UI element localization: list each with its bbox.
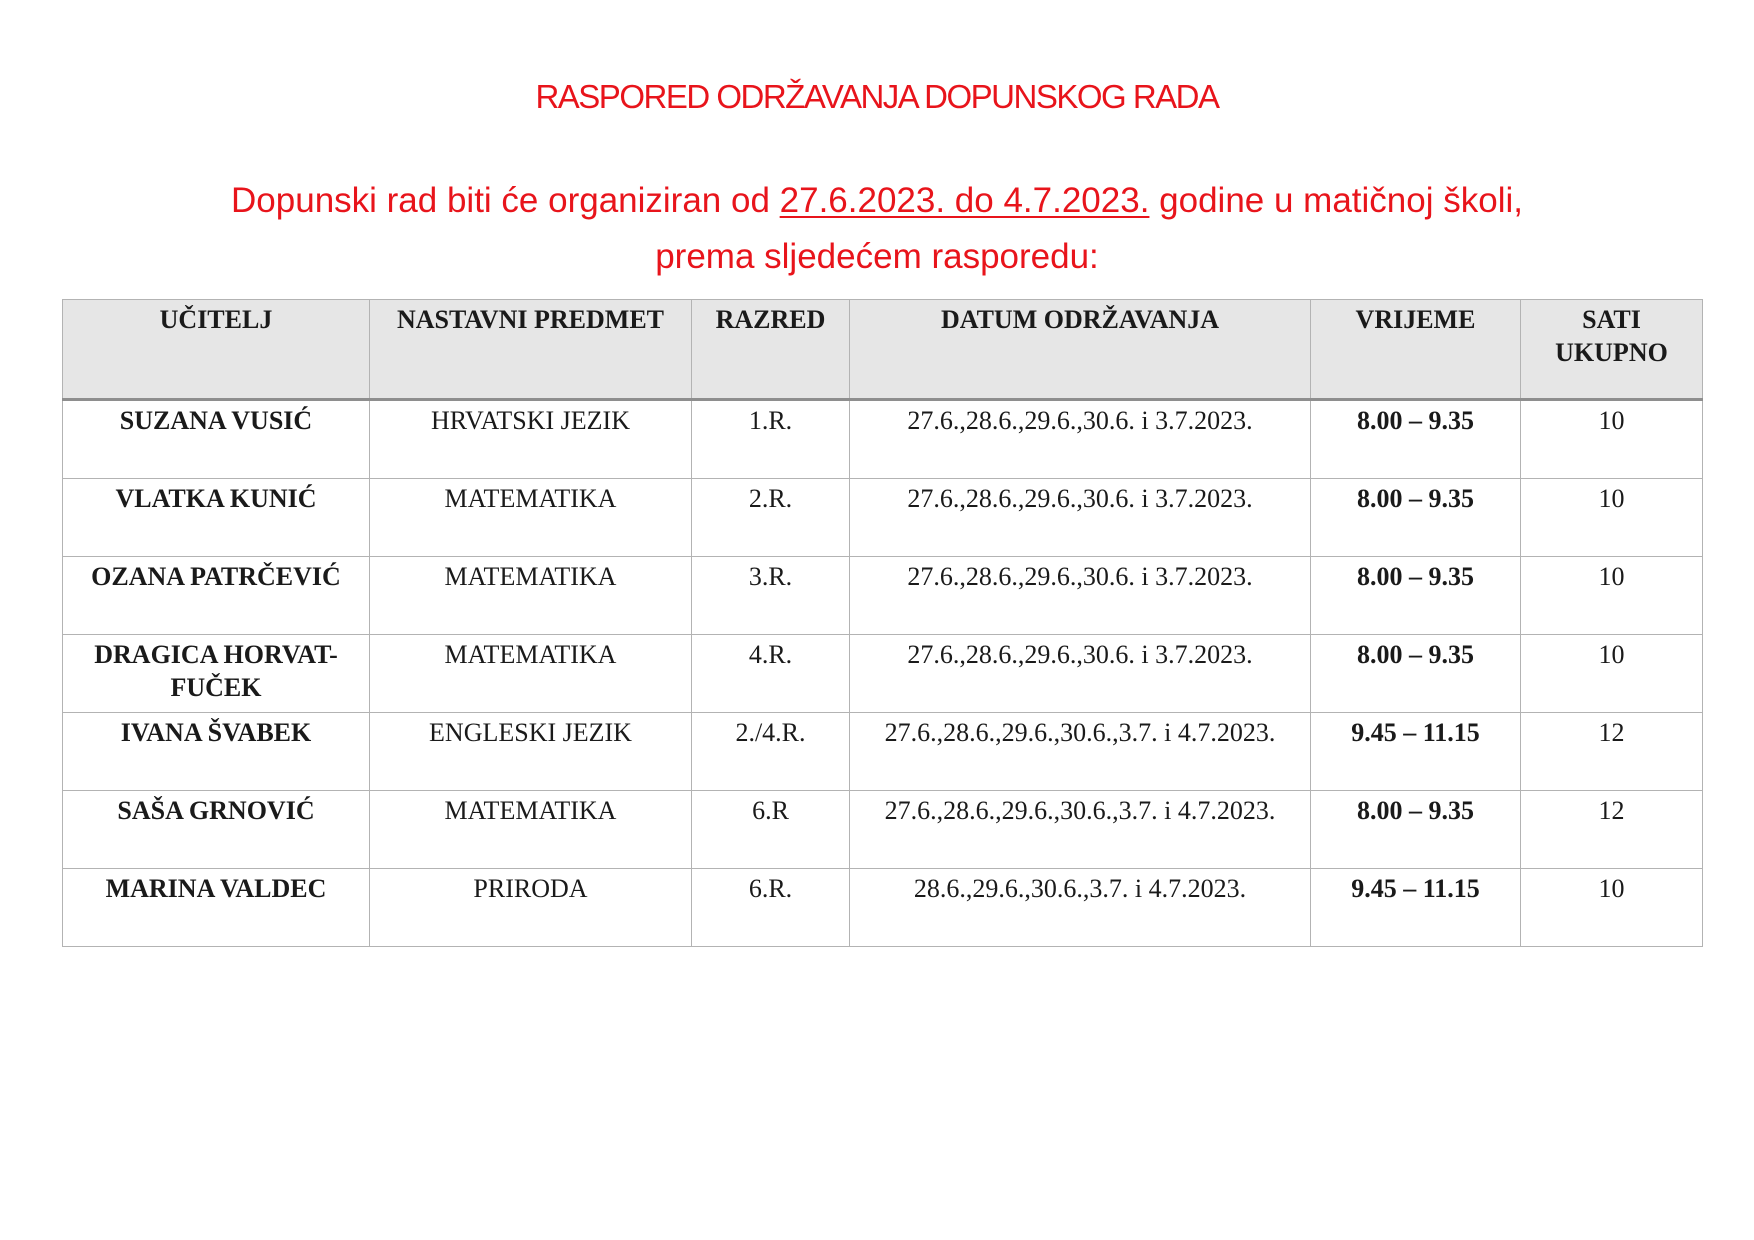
cell-subject: HRVATSKI JEZIK: [370, 400, 692, 479]
cell-grade: 6.R: [692, 791, 850, 869]
cell-grade: 3.R.: [692, 557, 850, 635]
cell-teacher: SUZANA VUSIĆ: [63, 400, 370, 479]
cell-hours: 10: [1521, 479, 1703, 557]
intro-text: [0, 173, 1754, 285]
header-hours: SATI UKUPNO: [1521, 300, 1703, 400]
cell-subject: MATEMATIKA: [370, 557, 692, 635]
cell-dates: 27.6.,28.6.,29.6.,30.6. i 3.7.2023.: [850, 400, 1311, 479]
cell-dates: 27.6.,28.6.,29.6.,30.6.,3.7. i 4.7.2023.: [850, 791, 1311, 869]
schedule-table: [62, 299, 1703, 947]
cell-time: 8.00 – 9.35: [1311, 400, 1521, 479]
cell-subject: PRIRODA: [370, 869, 692, 947]
cell-time: 8.00 – 9.35: [1311, 557, 1521, 635]
header-dates: DATUM ODRŽAVANJA: [850, 300, 1311, 400]
cell-time: 8.00 – 9.35: [1311, 479, 1521, 557]
intro-line2: prema sljedećem rasporedu:: [655, 237, 1099, 276]
header-time: VRIJEME: [1311, 300, 1521, 400]
cell-teacher: OZANA PATRČEVIĆ: [63, 557, 370, 635]
cell-subject: MATEMATIKA: [370, 791, 692, 869]
cell-hours: 10: [1521, 635, 1703, 713]
header-subject: NASTAVNI PREDMET: [370, 300, 692, 400]
cell-grade: 6.R.: [692, 869, 850, 947]
table-row: [63, 869, 1703, 947]
cell-subject: MATEMATIKA: [370, 479, 692, 557]
cell-time: 8.00 – 9.35: [1311, 791, 1521, 869]
cell-grade: 2.R.: [692, 479, 850, 557]
cell-dates: 27.6.,28.6.,29.6.,30.6.,3.7. i 4.7.2023.: [850, 713, 1311, 791]
cell-teacher: VLATKA KUNIĆ: [63, 479, 370, 557]
table-row: [63, 479, 1703, 557]
cell-hours: 12: [1521, 791, 1703, 869]
cell-grade: 4.R.: [692, 635, 850, 713]
intro-before: Dopunski rad biti će organiziran od: [231, 181, 780, 220]
cell-hours: 10: [1521, 400, 1703, 479]
cell-subject: ENGLESKI JEZIK: [370, 713, 692, 791]
intro-after: godine u matičnoj školi,: [1149, 181, 1523, 220]
cell-time: 9.45 – 11.15: [1311, 869, 1521, 947]
cell-dates: 27.6.,28.6.,29.6.,30.6. i 3.7.2023.: [850, 557, 1311, 635]
cell-subject: MATEMATIKA: [370, 635, 692, 713]
table-row: [63, 400, 1703, 479]
cell-teacher: IVANA ŠVABEK: [63, 713, 370, 791]
table-row: [63, 635, 1703, 713]
header-grade: RAZRED: [692, 300, 850, 400]
table-row: [63, 713, 1703, 791]
table-header-row: [63, 300, 1703, 400]
header-teacher: UČITELJ: [63, 300, 370, 400]
intro-date-range: 27.6.2023. do 4.7.2023.: [779, 181, 1150, 220]
cell-teacher: SAŠA GRNOVIĆ: [63, 791, 370, 869]
cell-teacher: MARINA VALDEC: [63, 869, 370, 947]
cell-hours: 10: [1521, 557, 1703, 635]
cell-grade: 2./4.R.: [692, 713, 850, 791]
cell-hours: 10: [1521, 869, 1703, 947]
cell-teacher: DRAGICA HORVAT-FUČEK: [63, 635, 370, 713]
cell-hours: 12: [1521, 713, 1703, 791]
cell-grade: 1.R.: [692, 400, 850, 479]
cell-dates: 27.6.,28.6.,29.6.,30.6. i 3.7.2023.: [850, 635, 1311, 713]
cell-dates: 27.6.,28.6.,29.6.,30.6. i 3.7.2023.: [850, 479, 1311, 557]
cell-dates: 28.6.,29.6.,30.6.,3.7. i 4.7.2023.: [850, 869, 1311, 947]
table-row: [63, 557, 1703, 635]
cell-time: 8.00 – 9.35: [1311, 635, 1521, 713]
document-title: RASPORED ODRŽAVANJA DOPUNSKOG RADA: [535, 78, 1219, 115]
table-row: [63, 791, 1703, 869]
cell-time: 9.45 – 11.15: [1311, 713, 1521, 791]
